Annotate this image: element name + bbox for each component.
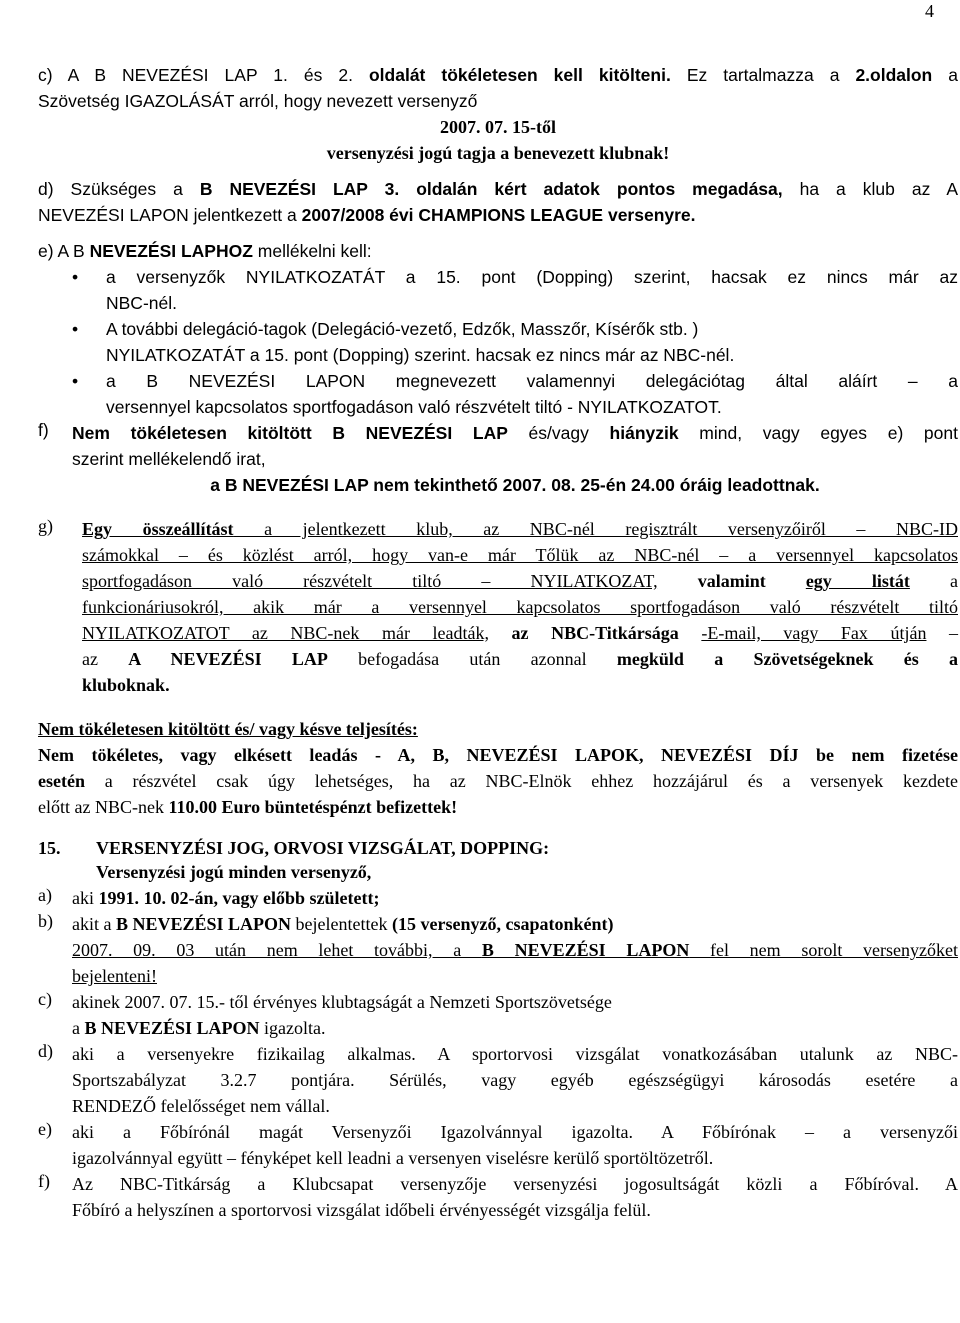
g-line-1: Egy összeállítást a jelentkezett klub, az NBC-nél regisztrált versenyzőiről – NBC-ID: [82, 519, 958, 539]
c-line-1: c) A B NEVEZÉSI LAP 1. és 2. oldalát tökéletesen kell kitölteni. Ez tartalmazza a 2.oldalon a: [38, 65, 958, 85]
s15-item-b-line-1: akit a B NEVEZÉSI LAPON bejelentettek (15 versenyző, csapatonként): [72, 914, 614, 934]
page-number: 4: [925, 1, 934, 21]
d-line-1: d) Szükséges a B NEVEZÉSI LAP 3. oldalán kért adatok pontos megadása, ha a klub az A: [38, 179, 958, 199]
g-line-3: sportfogadáson való részvételt tiltó – NYILATKOZAT, valamint egy listát a: [82, 571, 958, 591]
s15-item-f-line-2: Főbíró a helyszínen a sportorvosi vizsgálat időbeli érvényességét vizsgálja felül.: [72, 1200, 651, 1220]
s15-item-f-line-1: Az NBC-Titkárság a Klubcsapat versenyzője versenyzési jogosultságát közli a Főbíróval. A: [72, 1174, 958, 1194]
e-intro: e) A B NEVEZÉSI LAPHOZ mellékelni kell:: [38, 241, 372, 261]
c-line-4: versenyzési jogú tagja a benevezett klubnak!: [326, 143, 670, 163]
e-bullet-1-line-2: NBC-nél.: [106, 293, 177, 313]
s15-item-d: [38, 1041, 958, 1119]
s15-item-d-line-3: RENDEZŐ felelősséget nem vállal.: [72, 1096, 330, 1116]
document-body: [38, 62, 958, 1223]
f-line-3: a B NEVEZÉSI LAP nem tekinthető 2007. 08. 25-én 24.00 óráig leadottnak.: [210, 475, 820, 495]
s15-item-a-label: a): [38, 885, 52, 905]
g-label: g): [38, 516, 53, 536]
s15-item-f: [38, 1171, 958, 1223]
e-bullet-3-line-2: versennyel kapcsolatos sportfogadáson való részvételt tiltó - NYILATKOZATOT.: [106, 397, 722, 417]
s15-item-e-line-2: igazolvánnyal együtt – fényképet kell leadni a versenyen viselésre kerülő sportöltözetről.: [72, 1148, 714, 1168]
section-late: [38, 716, 958, 820]
s15-item-e: [38, 1119, 958, 1171]
section-e: [38, 238, 958, 420]
c-line-3: 2007. 07. 15-től: [440, 117, 556, 137]
section-c: [38, 62, 958, 166]
section-15: [38, 838, 958, 1223]
s15-item-c-line-1: akinek 2007. 07. 15.- től érvényes klubtagságát a Nemzeti Sportszövetsége: [72, 992, 612, 1012]
e-bullet-2: [106, 316, 958, 368]
late-line-2: esetén a részvétel csak úgy lehetséges, ha az NBC-Elnök ehhez hozzájárul és a versenyek kezdete: [38, 771, 958, 791]
e-bullet-2-line-1: • A további delegáció-tagok (Delegáció-vezető, Edzők, Masszőr, Kísérők stb. ): [106, 319, 699, 339]
s15-item-b-line-2: 2007. 09. 03 után nem lehet további, a B NEVEZÉSI LAPON fel nem sorolt versenyzőket: [72, 940, 958, 960]
g-line-6: az A NEVEZÉSI LAP befogadása után azonnal megküld a Szövetségeknek és a: [82, 649, 959, 669]
d-line-2: NEVEZÉSI LAPON jelentkezett a 2007/2008 évi CHAMPIONS LEAGUE versenyre.: [38, 205, 696, 225]
s15-item-b-line-3: bejelenteni!: [72, 966, 157, 986]
c-line-2: Szövetség IGAZOLÁSÁT arról, hogy nevezett versenyző: [38, 91, 478, 111]
e-bullet-3: [106, 368, 958, 420]
f-line-2: szerint mellékelendő irat,: [72, 449, 266, 469]
s15-item-d-line-2: Sportszabályzat 3.2.7 pontjára. Sérülés, vagy egyéb egészségügyi károsodás esetére a: [72, 1070, 958, 1090]
s15-item-f-label: f): [38, 1171, 50, 1191]
f-line-1: Nem tökéletesen kitöltött B NEVEZÉSI LAP és/vagy hiányzik mind, vagy egyes e) pont: [72, 423, 958, 443]
s15-item-d-line-1: aki a versenyekre fizikailag alkalmas. A sportorvosi vizsgálat vonatkozásában utalunk az NBC-: [72, 1044, 958, 1064]
s15-item-e-line-1: aki a Főbírónál magát Versenyzői Igazolvánnyal igazolta. A Főbírónak – a versenyzői: [72, 1122, 958, 1142]
late-line-3: előtt az NBC-nek 110.00 Euro büntetéspénzt befizettek!: [38, 797, 458, 817]
e-bullet-2-line-2: NYILATKOZATÁT a 15. pont (Dopping) szerint. hacsak ez nincs már az NBC-nél.: [106, 345, 735, 365]
g-line-4: funkcionáriusokról, akik már a versennyel kapcsolatos sportfogadáson való részvételt tiltó: [82, 597, 958, 617]
g-line-7: kluboknak.: [82, 675, 170, 695]
late-line-1: Nem tökéletes, vagy elkésett leadás - A, B, NEVEZÉSI LAPOK, NEVEZÉSI DÍJ be nem fizetése: [38, 745, 958, 765]
s15-item-c-line-2: a B NEVEZÉSI LAPON igazolta.: [72, 1018, 326, 1038]
e-bullet-1: [106, 264, 958, 316]
section-g: [38, 516, 958, 698]
s15-item-a-line-1: aki 1991. 10. 02-án, vagy előbb született;: [72, 888, 380, 908]
s15-number: 15.: [38, 838, 61, 858]
s15-item-b-label: b): [38, 911, 53, 931]
e-bullet-3-line-1: • a B NEVEZÉSI LAPON megnevezett valamennyi delegációtag által aláírt – a: [106, 371, 958, 391]
section-d: [38, 176, 958, 228]
s15-item-e-label: e): [38, 1119, 52, 1139]
late-heading: Nem tökéletesen kitöltött és/ vagy késve teljesítés:: [38, 719, 418, 739]
g-line-5: NYILATKOZATOT az NBC-nek már leadták, az NBC-Titkársága -E-mail, vagy Fax útján –: [82, 623, 959, 643]
g-line-2: számokkal – és közlést arról, hogy van-e már Tőlük az NBC-nél – a versennyel kapcsolatos: [82, 545, 958, 565]
s15-heading: [38, 838, 958, 859]
s15-item-a: [38, 885, 958, 911]
f-label: f): [38, 420, 49, 440]
s15-subtitle: Versenyzési jogú minden versenyző,: [96, 862, 372, 882]
section-f: [38, 420, 958, 498]
s15-item-d-label: d): [38, 1041, 53, 1061]
s15-item-b: [38, 911, 958, 989]
s15-item-c: [38, 989, 958, 1041]
s15-title: VERSENYZÉSI JOG, ORVOSI VIZSGÁLAT, DOPPING:: [96, 838, 550, 858]
s15-item-c-label: c): [38, 989, 52, 1009]
e-bullet-1-line-1: • a versenyzők NYILATKOZATÁT a 15. pont (Dopping) szerint, hacsak ez nincs már az: [106, 267, 958, 287]
